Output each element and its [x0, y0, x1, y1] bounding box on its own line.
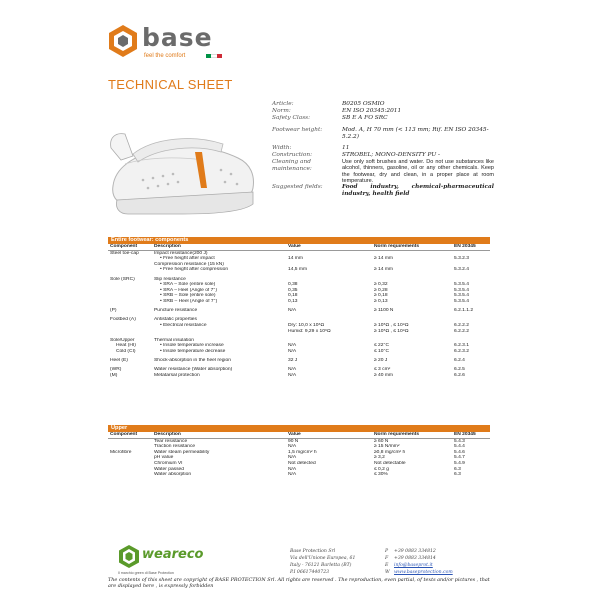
- table-cell: ≥0,8 mg/cm² h: [374, 449, 406, 455]
- spec-value: Food industry, chemical-pharmaceutical industry, health field: [342, 184, 494, 198]
- table-cell: Sole (SRC): [110, 276, 135, 282]
- spec-block: [272, 101, 494, 198]
- column-header: EN 20345: [452, 244, 490, 250]
- table-cell: (P): [110, 308, 117, 314]
- table-cell: Dry: 10,0 x 10⁶Ω: [288, 322, 325, 328]
- table-row: [108, 472, 490, 478]
- fax-number: +39 0883 334814: [394, 556, 436, 561]
- table-cell: • SRB – Sole (entire sole): [160, 293, 216, 299]
- spec-label: Suggested fields:: [272, 184, 323, 191]
- italian-flag-icon: [206, 54, 222, 58]
- spec-row: [272, 127, 494, 141]
- weareco-logo: [118, 544, 228, 578]
- table-cell: • Free height after impact: [160, 256, 215, 262]
- contact-block: [290, 548, 490, 576]
- contact-row: [290, 569, 490, 576]
- table-cell: (M): [110, 372, 118, 378]
- table-cell: 6.3: [454, 466, 461, 472]
- footwear-components-section: [108, 237, 490, 378]
- email-link[interactable]: info@baseprot.it: [394, 563, 433, 568]
- table-cell: Not detectable: [374, 460, 406, 466]
- table-cell: N/A: [288, 367, 297, 373]
- table-cell: 6.2.5: [454, 367, 465, 373]
- contact-key: P: [385, 549, 389, 554]
- table-cell: Heel (E): [110, 358, 128, 364]
- table-cell: 90 N: [288, 438, 299, 444]
- table-cell: Water resistance (Water absorption): [154, 367, 233, 373]
- table-cell: Antistatic properties: [154, 317, 197, 323]
- table-cell: N/A: [288, 372, 297, 378]
- table-cell: 5.3.5.4: [454, 287, 469, 293]
- column-header: Component: [108, 432, 152, 438]
- table-cell: Metatarsal protection: [154, 372, 200, 378]
- contact-row: [290, 555, 490, 562]
- table-cell: • SRA – Heel (Angle of 7°): [160, 287, 217, 293]
- spec-value: SB E A FO SRC: [342, 115, 388, 121]
- spec-row: [272, 184, 494, 198]
- table-cell: ≥ 3,2: [374, 455, 385, 461]
- table-cell: • Insole temperature decrease: [160, 348, 226, 354]
- spec-row: [272, 145, 494, 152]
- table-cell: ≥ 0,28: [374, 287, 388, 293]
- table-cell: [108, 472, 152, 478]
- shoe-image: [103, 108, 258, 238]
- table-cell: ≥ 40 mm: [374, 372, 393, 378]
- table-cell: 5.3.2.4: [454, 267, 469, 273]
- table-cell: 5.3.5.4: [454, 293, 469, 299]
- contact-key: F: [385, 556, 389, 561]
- table-cell: ≥ 14 mm: [374, 256, 393, 262]
- table-cell: 6.2.4: [454, 358, 465, 364]
- contact-row: [290, 562, 490, 569]
- table-cell: 6.2.3.2: [454, 348, 469, 354]
- table-cell: Shock-absorption in the heel region: [154, 358, 231, 364]
- table-cell: N/A: [288, 348, 297, 354]
- table-cell: (WR): [110, 367, 122, 373]
- column-header: Description: [152, 244, 286, 250]
- table-cell: 5.4.9: [454, 460, 465, 466]
- logo-tagline: feel the comfort: [144, 53, 186, 59]
- address-line: Via dell'Unione Europea, 61: [290, 556, 356, 561]
- table-cell: Chromium VI: [154, 460, 183, 466]
- table-cell: N/A: [288, 472, 297, 478]
- footwear-table: [108, 244, 490, 378]
- table-cell: ≥ 20 J: [374, 358, 388, 364]
- table-cell: ≥ 10⁵Ω , ≤ 10⁹Ω: [374, 328, 409, 334]
- table-cell: N/A: [288, 466, 297, 472]
- table-cell: ≥ 10⁵Ω , ≤ 10⁹Ω: [374, 322, 409, 328]
- column-header: Value: [286, 432, 372, 438]
- spec-value: 11: [342, 145, 350, 151]
- table-cell: N/A: [288, 308, 297, 314]
- spec-row: [272, 115, 494, 122]
- weareco-tagline: Il marchio green di Base Protection: [118, 571, 174, 575]
- table-cell: 14,5 mm: [288, 267, 308, 273]
- table-cell: 6.2.1.1.2: [454, 308, 474, 314]
- table-cell: N/A: [288, 444, 297, 450]
- table-cell: Water absorption: [154, 472, 192, 478]
- spec-value: EN ISO 20345:2011: [342, 108, 402, 114]
- table-cell: • SRA – Sole (entire sole): [160, 282, 216, 288]
- weareco-wordmark: weareco: [142, 547, 204, 562]
- table-cell: Traction resistance: [154, 444, 196, 450]
- table-cell: 5.4.3: [454, 438, 465, 444]
- vat-number: P.I 06617440723: [290, 570, 330, 575]
- table-cell: Humid: 9,29 x 10⁶Ω: [288, 328, 331, 334]
- upper-table: [108, 432, 490, 478]
- table-cell: ≤ 30%: [374, 472, 388, 478]
- table-cell: Tear resistance: [154, 438, 188, 444]
- table-cell: 5.3.2.3: [454, 256, 469, 262]
- table-cell: 14 mm: [288, 256, 303, 262]
- spec-row: [272, 101, 494, 108]
- spec-label: Cleaning and maintenance:: [272, 159, 312, 172]
- table-cell: Impact resistance(200 J): [154, 250, 208, 256]
- spec-value: Mod. A, H 70 mm (< 113 mm; Rif. EN ISO 20345-5.2.2): [342, 127, 489, 140]
- table-cell: ≥ 0,32: [374, 282, 388, 288]
- spec-label: Safety Class:: [272, 115, 311, 121]
- address-line: Base Protection Srl: [290, 549, 336, 554]
- section-header: Entire footwear: components: [108, 237, 490, 244]
- spec-value: STROBEL; MONO-DENSITY PU -: [342, 152, 441, 158]
- table-cell: 5.4.4: [454, 444, 465, 450]
- table-cell: • Electrical resistance: [160, 322, 207, 328]
- spec-row: [272, 152, 494, 159]
- column-header: Description: [152, 432, 286, 438]
- table-cell: ≥ 60 N: [374, 438, 389, 444]
- table-cell: N/A: [288, 343, 297, 349]
- table-cell: 0,38: [288, 282, 298, 288]
- table-cell: • Free height after compression: [160, 267, 229, 273]
- table-cell: 5.4.6: [454, 449, 465, 455]
- table-cell: Water passed: [154, 466, 184, 472]
- website-link[interactable]: www.baseprotection.com: [394, 570, 453, 575]
- table-cell: Slip resistance: [154, 276, 186, 282]
- table-cell: ≤ 0,2 g: [374, 466, 389, 472]
- table-cell: 6.2.3.1: [454, 343, 469, 349]
- table-cell: ≥ 15 N/mm²: [374, 444, 400, 450]
- table-cell: Puncture resistance: [154, 308, 198, 314]
- copyright-disclaimer: The contents of this sheet are copyright of BASE PROTECTION Srl. All rights are reserved . The reproduction, even partial, of texts and/or pictures , that are displayed here , is expressly forbidden: [108, 577, 490, 589]
- table-cell: ≥ 0,13: [374, 298, 388, 304]
- table-cell: Not detected: [288, 460, 316, 466]
- table-cell: ≤ 3 cm²: [374, 367, 391, 373]
- phone-number: +39 0883 334812: [394, 549, 436, 554]
- table-cell: Steel toe-cap: [110, 250, 139, 256]
- table-cell: 0,35: [288, 287, 298, 293]
- column-header: Norm requirements: [372, 244, 452, 250]
- table-cell: 5.3.5.4: [454, 298, 469, 304]
- spec-row: [272, 108, 494, 115]
- table-cell: Microfibre: [110, 449, 132, 455]
- table-row: [108, 373, 490, 379]
- table-cell: 0,18: [288, 293, 298, 299]
- table-cell: ≤ 10°C: [374, 348, 389, 354]
- contact-key: E: [385, 563, 389, 568]
- table-cell: ≥ 1100 N: [374, 308, 394, 314]
- column-header: Norm requirements: [372, 432, 452, 438]
- address-line: Italy - 76121 Barletta (BT): [290, 563, 352, 568]
- contact-key: W: [385, 570, 390, 575]
- spec-value: B0205 OSMIO: [342, 101, 385, 107]
- page-title: TECHNICAL SHEET: [108, 77, 233, 92]
- table-cell: 5.3.5.4: [454, 282, 469, 288]
- spec-label: Footwear height:: [272, 127, 323, 133]
- table-cell: ≥ 0,18: [374, 293, 388, 299]
- spec-label: Norm:: [272, 108, 291, 114]
- table-cell: ≤ 22°C: [374, 343, 389, 349]
- spec-label: Construction:: [272, 152, 313, 158]
- column-header: Value: [286, 244, 372, 250]
- table-cell: Sole/Upper: [110, 337, 135, 343]
- table-cell: Compression resistance (15 kN): [154, 261, 224, 267]
- table-cell: 6.2.6: [454, 372, 465, 378]
- table-cell: Thermal insulation: [154, 337, 194, 343]
- table-cell: 5.4.7: [454, 455, 465, 461]
- table-cell: • Insole temperature increase: [160, 343, 224, 349]
- contact-row: [290, 548, 490, 555]
- table-cell: Water steam permeability: [154, 449, 210, 455]
- logo-wordmark: base: [142, 23, 213, 52]
- column-header: EN 20345: [452, 432, 490, 438]
- column-header: Component: [108, 244, 152, 250]
- table-cell: 6.2.2.2: [454, 328, 469, 334]
- table-cell: Heat (HI): [116, 343, 136, 349]
- base-logo: [108, 22, 248, 62]
- spec-label: Article:: [272, 101, 294, 107]
- table-cell: N/A: [288, 455, 297, 461]
- table-cell: • SRB – Heel (Angle of 7°): [160, 298, 218, 304]
- table-cell: pH value: [154, 455, 174, 461]
- spec-label: Width:: [272, 145, 292, 151]
- section-header: Upper: [108, 425, 490, 432]
- table-cell: 6.3: [454, 472, 461, 478]
- spec-row: [272, 159, 494, 184]
- table-cell: 0,13: [288, 298, 298, 304]
- table-cell: Footbed (A): [110, 317, 136, 323]
- base-hexagon-icon: [108, 24, 138, 58]
- table-cell: 1,5 mg/cm² h: [288, 449, 317, 455]
- spec-value: Use only soft brushes and water. Do not use substances like alcohol, thinners, gasoline, oil or any other chemicals. Keep the footwear, dry and clean, in a proper place at room temperature.: [342, 159, 494, 184]
- table-cell: 6.2.2.2: [454, 322, 469, 328]
- upper-section: [108, 425, 490, 478]
- table-cell: ≥ 14 mm: [374, 267, 393, 273]
- table-cell: 32 J: [288, 358, 298, 364]
- weareco-hexagon-icon: [118, 544, 140, 569]
- table-cell: Cold (CI): [116, 348, 136, 354]
